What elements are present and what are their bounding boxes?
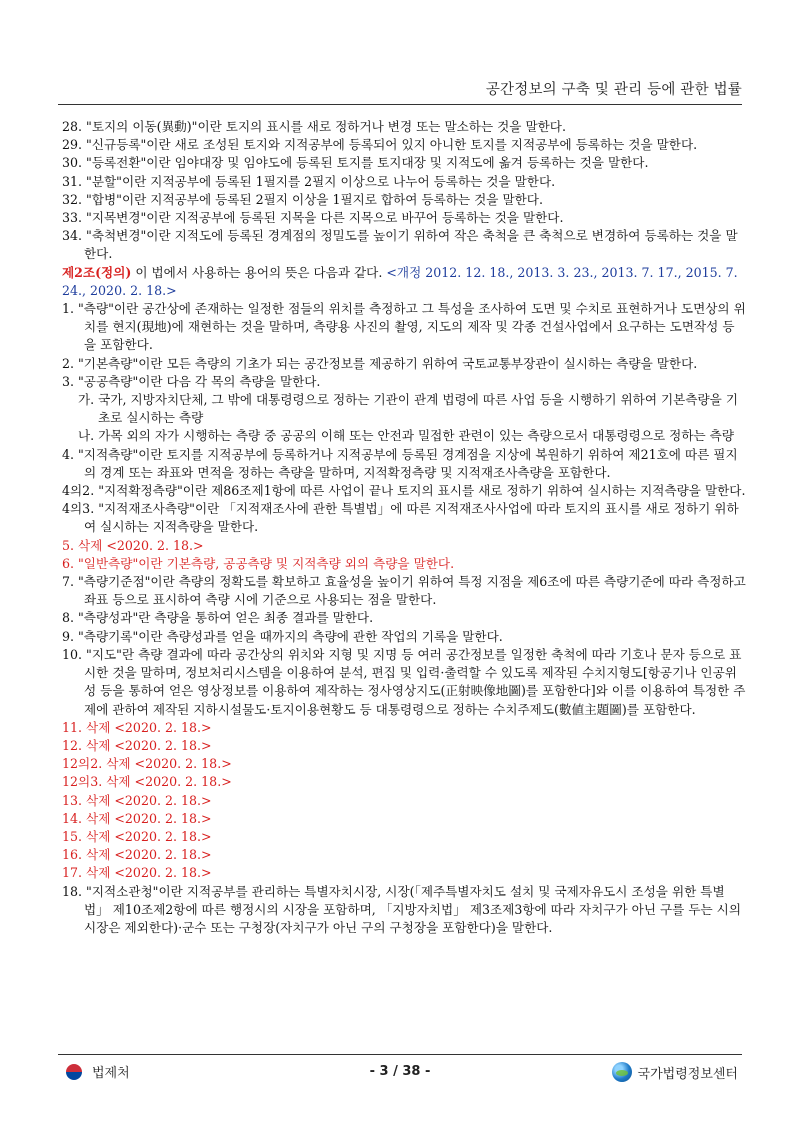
list-item: 28. "토지의 이동(異動)"이란 토지의 표시를 새로 정하거나 변경 또는 말소하는 것을 말한다. bbox=[62, 119, 566, 134]
list-item: 6. "일반측량"이란 기본측량, 공공측량 및 지적측량 외의 측량을 말한다. bbox=[62, 555, 455, 571]
page-footer bbox=[58, 1062, 742, 1086]
list-item: 31. "분할"이란 지적공부에 등록된 1필지를 2필지 이상으로 나누어 등록하는 것을 말한다. bbox=[62, 173, 556, 189]
footer-left-label: 법제처 bbox=[92, 1066, 130, 1081]
list-item: 10. "지도"란 측량 결과에 따라 공간상의 위치와 지형 및 지명 등 여러 공간정보를 일정한 축척에 따라 기호나 문자 등으로 표시한 것을 말하며, 정보처리시스템을 이용하여 분석, 편집 및 입력·출력할 수 있도록 제작된 수치지형도[항공기나 인공위성 등을 통하여 얻은 영상정보를 이용하여 제작하는 정사영상지도(正射映像地圖)를 포함한다]와 이를 이용하여 특정한 주제에 관하여 제작된 지하시설물도·토지이용현황도 등 대통령령으로 정하는 수치주제도(數値主題圖)를 포함한다. bbox=[62, 646, 746, 717]
header-rule bbox=[58, 104, 742, 105]
list-item: 9. "측량기록"이란 측량성과를 얻을 때까지의 측량에 관한 작업의 기록을 말한다. bbox=[62, 628, 503, 644]
list-item: 1. "측량"이란 공간상에 존재하는 일정한 점들의 위치를 측정하고 그 특성을 조사하여 도면 및 수치로 표현하거나 도면상의 위치를 현지(現地)에 재현하는 것을 말하며, 측량용 사진의 촬영, 지도의 제작 및 각종 건설사업에서 요구하는 도면작성 등을 포함한다. bbox=[62, 301, 746, 353]
sub-items-list bbox=[62, 391, 746, 446]
list-item: 33. "지목변경"이란 지적공부에 등록된 지목을 다른 지목으로 바꾸어 등록하는 것을 말한다. bbox=[62, 210, 564, 226]
items-before-list bbox=[62, 118, 746, 264]
list-item: 8. "측량성과"란 측량을 통하여 얻은 최종 결과를 말한다. bbox=[62, 610, 374, 626]
document-header-title: 공간정보의 구축 및 관리 등에 관한 법률 bbox=[485, 82, 742, 98]
document-body bbox=[62, 118, 746, 937]
list-item: 4. "지적측량"이란 토지를 지적공부에 등록하거나 지적공부에 등록된 경계점을 지상에 복원하기 위하여 제21호에 따른 필지의 경계 또는 좌표와 면적을 정하는 측량을 말하며, 지적확정측량 및 지적재조사측량을 포함한다. bbox=[62, 446, 738, 480]
footer-rule bbox=[58, 1054, 742, 1055]
list-item: 12. 삭제 <2020. 2. 18.> bbox=[62, 737, 212, 753]
footer-right-label: 국가법령정보센터 bbox=[637, 1066, 738, 1082]
list-item: 16. 삭제 <2020. 2. 18.> bbox=[62, 847, 212, 863]
list-item: 17. 삭제 <2020. 2. 18.> bbox=[62, 865, 212, 881]
list-item: 7. "측량기준점"이란 측량의 정확도를 확보하고 효율성을 높이기 위하여 특정 지점을 제6조에 따른 측량기준에 따라 측정하고 좌표 등으로 표시하여 측량 시에 기준으로 사용되는 점을 말한다. bbox=[62, 574, 746, 608]
list-item: 나. 가목 외의 자가 시행하는 측량 중 공공의 이해 또는 안전과 밀접한 관련이 있는 측량으로서 대통령령으로 정하는 측량 bbox=[78, 428, 735, 444]
list-item: 18. "지적소관청"이란 지적공부를 관리하는 특별자치시장, 시장(「제주특별자치도 설치 및 국제자유도시 조성을 위한 특별법」 제10조제2항에 따른 행정시의 시장을 포함하며, 「지방자치법」 제3조제3항에 따라 자치구가 아닌 구를 두는 시의 시장은 제외한다)·군수 또는 구청장(자치구가 아닌 구의 구청장을 포함한다)을 말한다. bbox=[62, 883, 742, 935]
list-item: 5. 삭제 <2020. 2. 18.> bbox=[62, 537, 204, 553]
article-intro: 이 법에서 사용하는 용어의 뜻은 다음과 같다. bbox=[131, 264, 387, 280]
article-amendment: <개정 2012. 12. 18., 2013. 3. 23., 2013. 7. 17., 2015. 7. 24., 2020. 2. 18.> bbox=[62, 264, 738, 298]
list-item: 4의3. "지적재조사측량"이란 「지적재조사에 관한 특별법」에 따른 지적재조사사업에 따라 토지의 표시를 새로 정하기 위하여 실시하는 지적측량을 말한다. bbox=[62, 501, 739, 535]
article-title: 제2조(정의) bbox=[62, 264, 132, 280]
list-item: 34. "축척변경"이란 지적도에 등록된 경계점의 정밀도를 높이기 위하여 작은 축척을 큰 축척으로 변경하여 등록하는 것을 말한다. bbox=[62, 228, 738, 262]
page-number: - 3 / 38 - bbox=[369, 1064, 431, 1079]
list-item: 14. 삭제 <2020. 2. 18.> bbox=[62, 810, 212, 826]
list-item: 30. "등록전환"이란 임야대장 및 임야도에 등록된 토지를 토지대장 및 지적도에 옮겨 등록하는 것을 말한다. bbox=[62, 155, 649, 171]
article-heading bbox=[62, 264, 746, 300]
list-item: 가. 국가, 지방자치단체, 그 밖에 대통령령으로 정하는 기관이 관계 법령에 따른 사업 등을 시행하기 위하여 기본측량을 기초로 실시하는 측량 bbox=[78, 392, 739, 426]
list-item: 32. "합병"이란 지적공부에 등록된 2필지 이상을 1필지로 합하여 등록하는 것을 말한다. bbox=[62, 191, 543, 207]
items-list bbox=[62, 300, 746, 391]
list-item: 29. "신규등록"이란 새로 조성된 토지와 지적공부에 등록되어 있지 아니한 토지를 지적공부에 등록하는 것을 말한다. bbox=[62, 137, 698, 153]
list-item: 3. "공공측량"이란 다음 각 목의 측량을 말한다. bbox=[62, 373, 321, 389]
list-item: 12의3. 삭제 <2020. 2. 18.> bbox=[62, 774, 232, 790]
list-item: 15. 삭제 <2020. 2. 18.> bbox=[62, 828, 212, 844]
list-item: 12의2. 삭제 <2020. 2. 18.> bbox=[62, 756, 232, 772]
list-item: 11. 삭제 <2020. 2. 18.> bbox=[62, 719, 212, 735]
list-item: 13. 삭제 <2020. 2. 18.> bbox=[62, 792, 212, 808]
globe-logo-icon bbox=[612, 1062, 632, 1082]
list-item: 4의2. "지적확정측량"이란 제86조제1항에 따른 사업이 끝나 토지의 표시를 새로 정하기 위하여 실시하는 지적측량을 말한다. bbox=[62, 483, 746, 499]
items-after-list bbox=[62, 446, 746, 937]
footer-right bbox=[612, 1062, 738, 1082]
list-item: 2. "기본측량"이란 모든 측량의 기초가 되는 공간정보를 제공하기 위하여 국토교통부장관이 실시하는 측량을 말한다. bbox=[62, 355, 698, 371]
